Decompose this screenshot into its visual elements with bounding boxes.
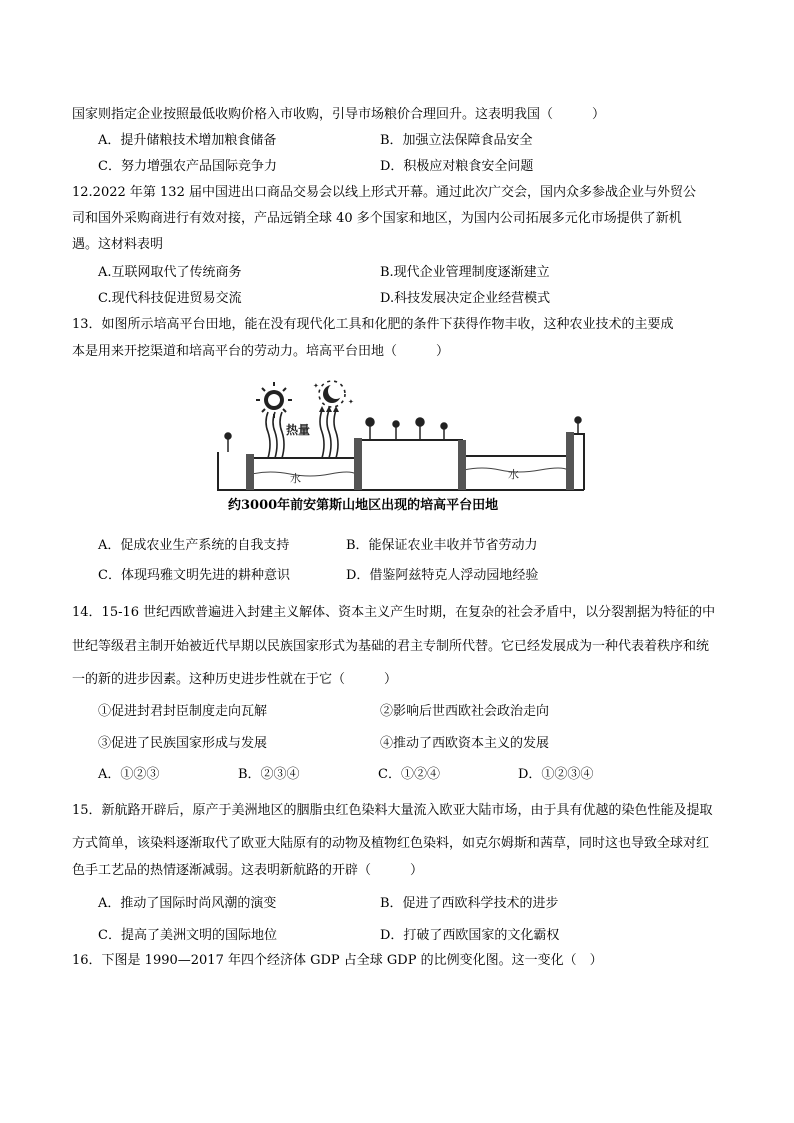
moon-icon [313, 381, 354, 407]
q14-statement-1: ①促进封君封臣制度走向瓦解 [98, 704, 268, 719]
water-label-1: 水 [290, 472, 301, 485]
q14-option-d: D．①②③④ [518, 767, 594, 782]
intro-option-c: C．努力增强农产品国际竞争力 [98, 159, 277, 174]
q14-option-c: C．①②④ [378, 767, 440, 782]
q14-statement-2: ②影响后世西欧社会政治走向 [380, 704, 550, 719]
q13-option-d: D．借鉴阿兹特克人浮动园地经验 [346, 568, 539, 583]
q14-statement-3: ③促进了民族国家形成与发展 [98, 736, 268, 751]
intro-option-a: A．提升储粮技术增加粮食储备 [98, 133, 277, 148]
q12-option-d: D.科技发展决定企业经营模式 [380, 291, 551, 306]
q12-line-1: 12.2022 年第 132 届中国进出口商品交易会以线上形式开幕。通过此次广交会，国内众多参战企业与外贸公 [72, 185, 696, 200]
q14-line-3: 一的新的进步因素。这种历史进步性就在于它（ ） [72, 672, 398, 687]
intro-option-b: B．加强立法保障食品安全 [380, 133, 533, 148]
q15-option-c: C．提高了美洲文明的国际地位 [98, 928, 277, 943]
q12-option-a: A.互联网取代了传统商务 [98, 265, 242, 280]
heat-label: 热量 [286, 423, 311, 437]
terrain [218, 434, 584, 490]
q14-option-b: B．②③④ [238, 767, 300, 782]
q13-option-b: B．能保证农业丰收并节省劳动力 [346, 538, 538, 553]
q15-option-d: D．打破了西欧国家的文化霸权 [380, 928, 560, 943]
q15-line-2: 方式简单，该染料逐渐取代了欧亚大陆原有的动物及植物红色染料，如克尔姆斯和茜草，同时这也导致全球对红 [72, 836, 710, 851]
q13-option-c: C．体现玛雅文明先进的耕种意识 [98, 568, 290, 583]
q15-line-3: 色手工艺品的热情逐渐减弱。这表明新航路的开辟（ ） [72, 863, 424, 878]
q13-line-1: 13．如图所示培高平台田地，能在没有现代化工具和化肥的条件下获得作物丰收，这种农业技术的主要成 [72, 317, 674, 332]
svg-text:✦: ✦ [348, 398, 354, 406]
q14-option-a: A．①②③ [98, 767, 160, 782]
q12-option-b: B.现代企业管理制度逐渐建立 [380, 265, 550, 280]
q15-option-b: B．促进了西欧科学技术的进步 [380, 896, 559, 911]
intro-line: 国家则指定企业按照最低收购价格入市收购，引导市场粮价合理回升。这表明我国（ ） [72, 107, 606, 122]
q14-line-1: 14．15-16 世纪西欧普遍进入封建主义解体、资本主义产生时期，在复杂的社会矛盾中，以分裂割据为特征的中 [72, 605, 716, 620]
q12-option-c: C.现代科技促进贸易交流 [98, 291, 242, 306]
intro-option-d: D．积极应对粮食安全问题 [380, 159, 534, 174]
svg-text:✦: ✦ [313, 382, 319, 390]
q12-line-2: 司和国外采购商进行有效对接，产品远销全球 40 多个国家和地区，为国内公司拓展多元化市场提供了新机 [72, 211, 682, 226]
water-label-2: 水 [508, 468, 519, 481]
q14-statement-4: ④推动了西欧资本主义的发展 [380, 736, 550, 751]
figure-caption: 约3000年前安第斯山地区出现的培高平台田地 [228, 498, 499, 513]
q13-line-2: 本是用来开挖渠道和培高平台的劳动力。培高平台田地（ ） [72, 344, 450, 359]
q13-option-a: A．促成农业生产系统的自我支持 [98, 538, 290, 553]
q12-line-3: 遇。这材料表明 [72, 237, 164, 252]
q16-line-1: 16．下图是 1990—2017 年四个经济体 GDP 占全球 GDP 的比例变化图。这一变化（ ） [72, 953, 603, 968]
q14-line-2: 世纪等级君主制开始被近代早期以民族国家形式为基础的君主专制所代替。它已经发展成为一种代表着秩序和统 [72, 639, 710, 654]
q15-option-a: A．推动了国际时尚风潮的演变 [98, 896, 277, 911]
plant-icons [225, 417, 581, 452]
q15-line-1: 15．新航路开辟后，原产于美洲地区的胭脂虫红色染料大量流入欧亚大陆市场，由于具有优越的染色性能及提取 [72, 803, 713, 818]
